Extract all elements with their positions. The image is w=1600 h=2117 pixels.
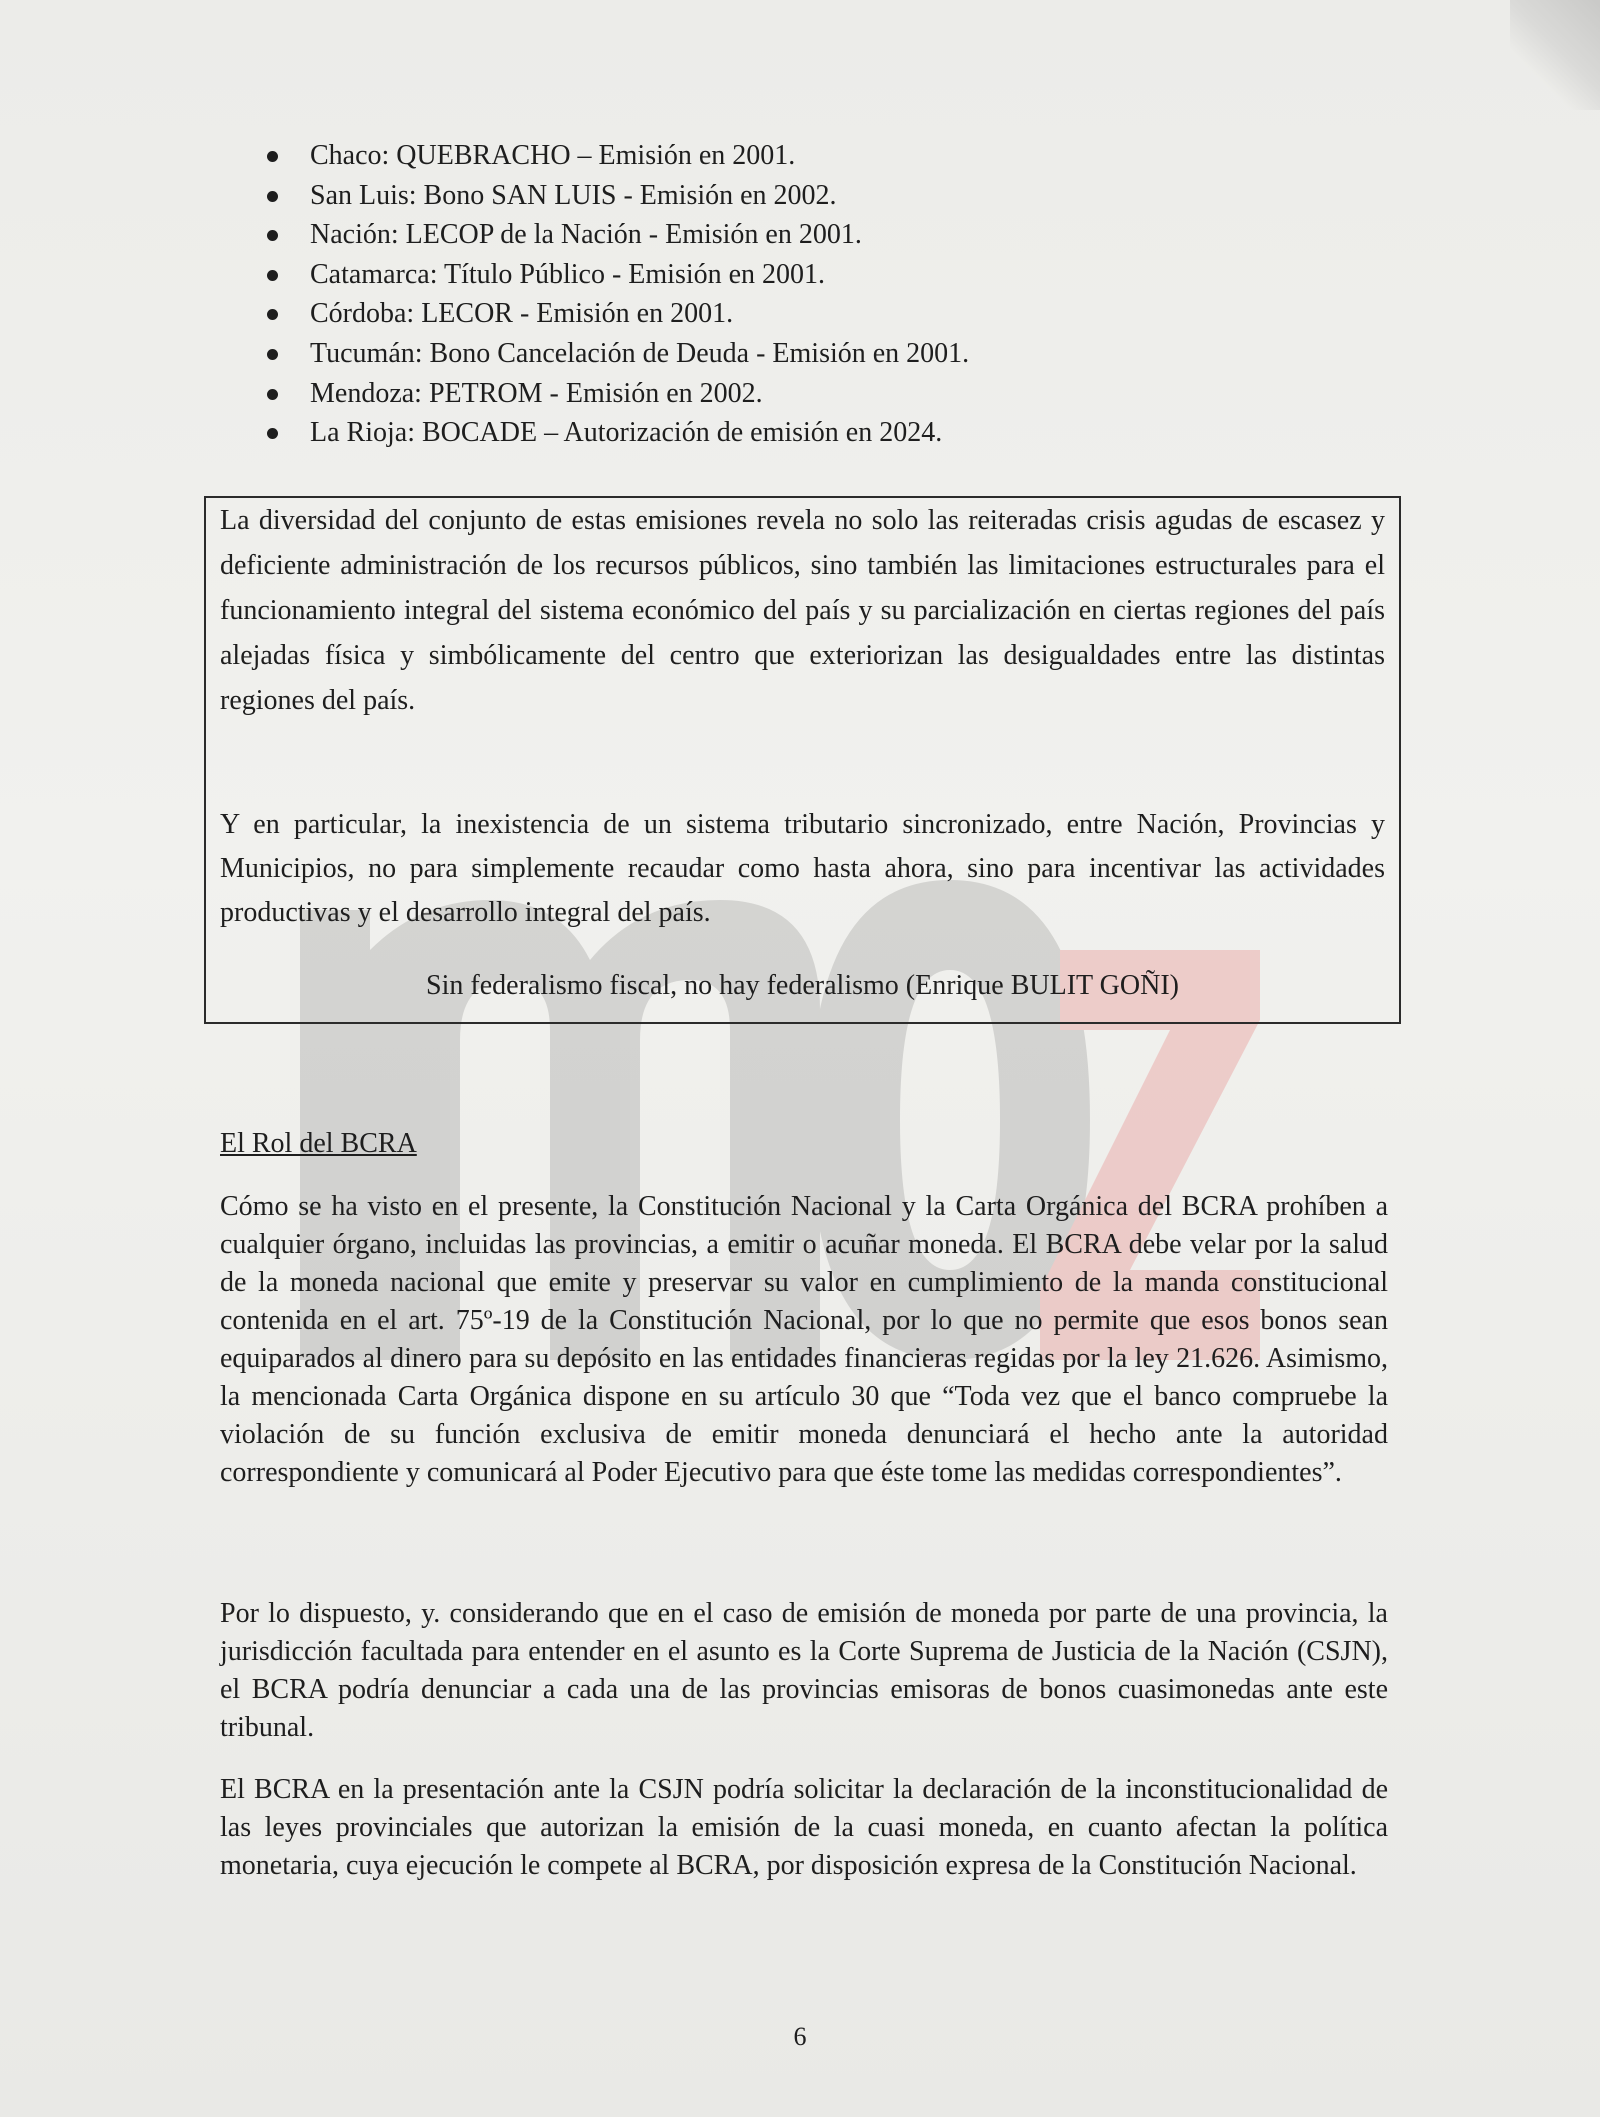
bullet-icon: [267, 389, 278, 400]
list-item-text: Córdoba: LECOR - Emisión en 2001.: [310, 298, 734, 330]
emission-list: [262, 136, 969, 453]
box-paragraph-tax-system: Y en particular, la inexistencia de un sistema tributario sincronizado, entre Nación, Provincias y Municipios, no para simplemente recaudar como hasta ahora, sino para incentivar las actividades productivas y el desarrollo integral del país.: [220, 809, 1385, 928]
list-item-text: Tucumán: Bono Cancelación de Deuda - Emisión en 2001.: [310, 337, 970, 369]
list-item: [262, 215, 969, 255]
body-paragraph: El BCRA en la presentación ante la CSJN podría solicitar la declaración de la inconstitucionalidad de las leyes provinciales que autorizan la emisión de la cuasi moneda, en cuanto afectan la política monetaria, cuya ejecución le compete al BCRA, por disposición expresa de la Constitución Nacional.: [220, 1774, 1388, 1881]
box-quote: Sin federalismo fiscal, no hay federalismo (Enrique BULIT GOÑI): [426, 970, 1179, 1001]
list-item-text: Catamarca: Título Público - Emisión en 2001.: [310, 258, 826, 290]
section-heading: El Rol del BCRA: [220, 1128, 417, 1159]
list-item: [262, 136, 969, 176]
box-paragraph-diversity: La diversidad del conjunto de estas emisiones revela no solo las reiteradas crisis agudas de escasez y deficiente administración de los recursos públicos, sino también las limitaciones estructurales para el funcionamiento integral del sistema económico del país y su parcialización en ciertas regiones del país alejadas física y simbólicamente del centro que exteriorizan las desigualdades entre las distintas regiones del país.: [220, 505, 1385, 716]
page-curl-shadow: [1510, 0, 1600, 110]
list-item-text: La Rioja: BOCADE – Autorización de emisión en 2024.: [310, 417, 943, 449]
bullet-icon: [267, 191, 278, 202]
list-item: [262, 176, 969, 216]
body-paragraph: Cómo se ha visto en el presente, la Constitución Nacional y la Carta Orgánica del BCRA prohíben a cualquier órgano, incluidas las provincias, a emitir o acuñar moneda. El BCRA debe velar por la salud de la moneda nacional que emite y preservar su valor en cumplimiento de la manda constitucional contenida en el art. 75º-19 de la Constitución Nacional, por lo que no permite que esos bonos sean equiparados al dinero para su depósito en las entidades financieras regidas por la ley 21.626. Asimismo, la mencionada Carta Orgánica dispone en su artículo 30 que “Toda vez que el banco compruebe la violación de su función exclusiva de emitir moneda denunciará el hecho ante la autoridad correspondiente y comunicará al Poder Ejecutivo para que éste tome las medidas correspondientes”.: [220, 1191, 1388, 1488]
highlight-box: [204, 496, 1401, 1024]
list-item: [262, 294, 969, 334]
list-item-text: Nación: LECOP de la Nación - Emisión en 2001.: [310, 219, 862, 251]
bullet-icon: [267, 428, 278, 439]
list-item-text: Chaco: QUEBRACHO – Emisión en 2001.: [310, 140, 796, 171]
list-item: [262, 255, 969, 295]
list-item: [262, 374, 969, 414]
page-number: 6: [793, 2022, 807, 2051]
list-item-text: Mendoza: PETROM - Emisión en 2002.: [310, 377, 763, 409]
bullet-icon: [267, 309, 278, 320]
list-item: [262, 334, 969, 374]
bullet-icon: [267, 349, 278, 360]
bullet-icon: [267, 151, 278, 162]
body-paragraph: Por lo dispuesto, y. considerando que en el caso de emisión de moneda por parte de una provincia, la jurisdicción facultada para entender en el asunto es la Corte Suprema de Justicia de la Nación (CSJN), el BCRA podría denunciar a cada una de las provincias emisoras de bonos cuasimonedas ante este tribunal.: [220, 1598, 1388, 1743]
bullet-icon: [267, 230, 278, 241]
list-item-text: San Luis: Bono SAN LUIS - Emisión en 2002.: [310, 179, 837, 211]
list-item: [262, 413, 969, 453]
bullet-icon: [267, 270, 278, 281]
